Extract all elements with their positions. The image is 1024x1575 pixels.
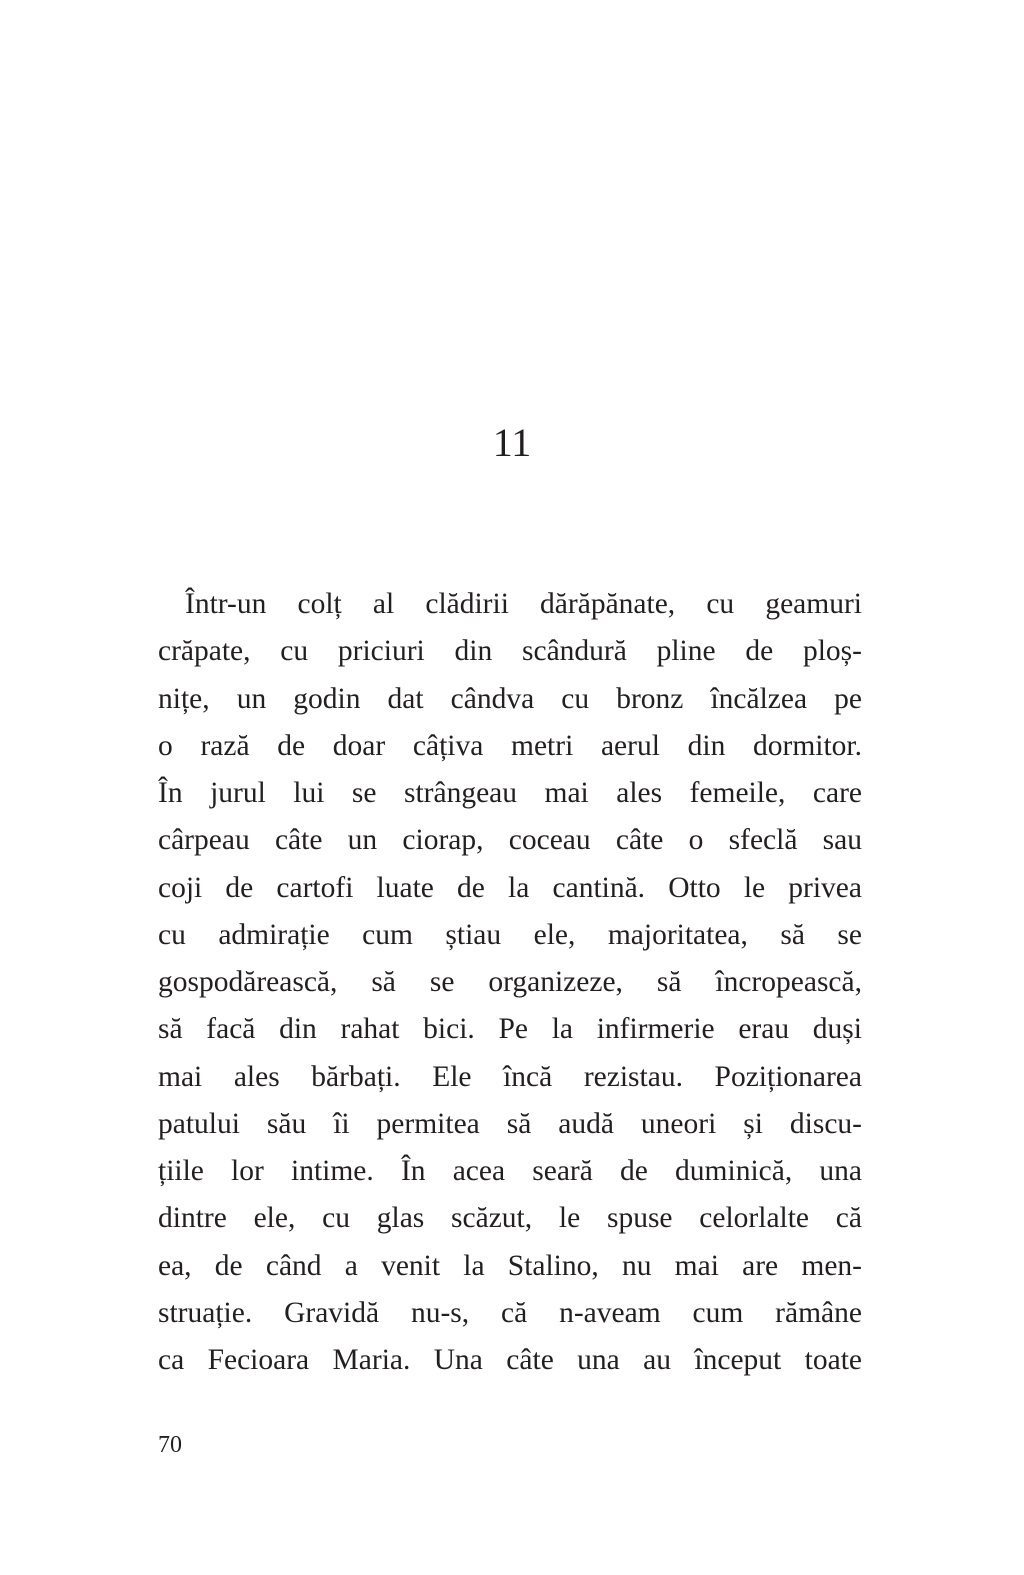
text-line: cu admirație cum știau ele, majoritatea, să se: [158, 918, 862, 951]
body-paragraph: [158, 581, 862, 1384]
text-line: ca Fecioara Maria. Una câte una au început toate: [158, 1344, 862, 1376]
text-line: coji de cartofi luate de la cantină. Otto le privea: [158, 871, 862, 904]
text-line: să facă din rahat bici. Pe la infirmerie erau duși: [158, 1013, 862, 1046]
text-line: o rază de doar câțiva metri aerul din dormitor.: [158, 729, 862, 762]
text-line: dintre ele, cu glas scăzut, le spuse celorlalte că: [158, 1202, 862, 1235]
text-line: patului său îi permitea să audă uneori și discu-: [158, 1107, 862, 1140]
text-line: Într-un colț al clădirii dărăpănate, cu geamuri: [185, 588, 862, 620]
text-line: țiile lor intime. În acea seară de duminică, una: [158, 1155, 862, 1187]
chapter-number: 11: [492, 420, 532, 465]
text-line: mai ales bărbați. Ele încă rezistau. Poziționarea: [158, 1060, 862, 1093]
text-line: struație. Gravidă nu-s, că n-aveam cum rămâne: [158, 1296, 862, 1329]
page-number: 70: [158, 1432, 182, 1458]
text-line: gospodărească, să se organizeze, să încropească,: [158, 966, 862, 998]
text-line: nițe, un godin dat cândva cu bronz încălzea pe: [158, 682, 862, 715]
text-line: crăpate, cu priciuri din scândură pline de ploș-: [158, 635, 862, 668]
text-line: În jurul lui se strângeau mai ales femeile, care: [158, 777, 862, 809]
text-line: ea, de când a venit la Stalino, nu mai are men-: [158, 1249, 862, 1282]
text-line: cârpeau câte un ciorap, coceau câte o sfeclă sau: [158, 824, 862, 857]
